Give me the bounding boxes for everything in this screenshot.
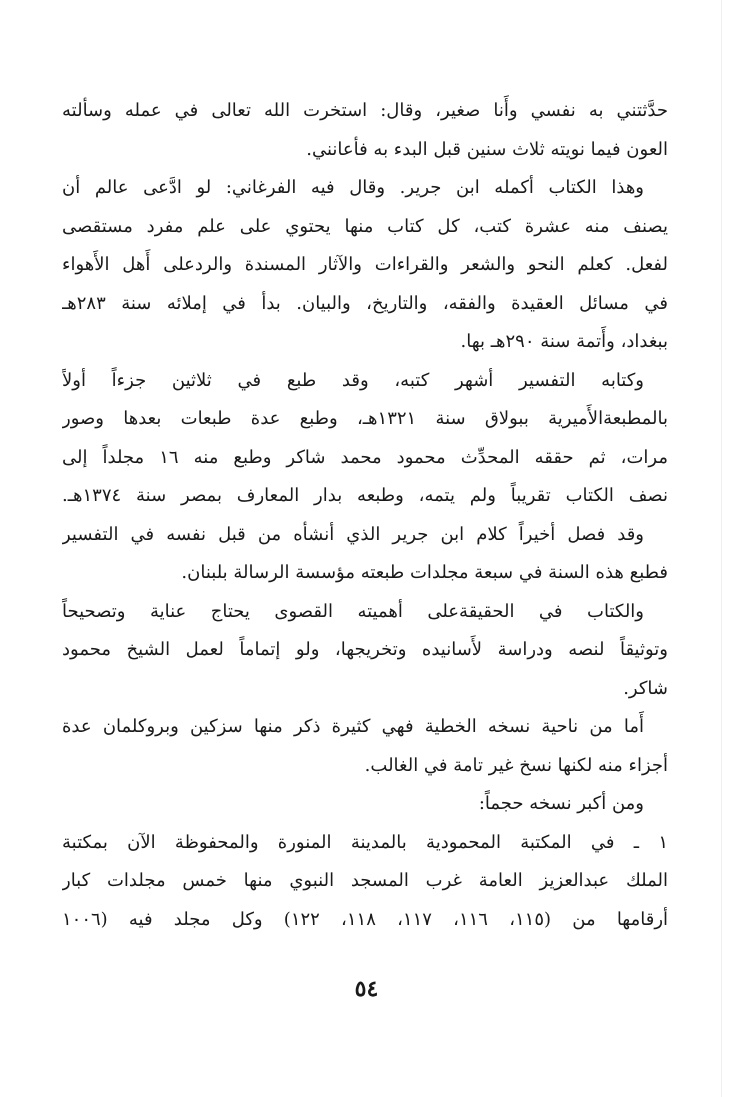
body-text xyxy=(62,92,668,939)
text-line: الملك عبدالعزيز العامة غرب المسجد النبوي منها خمس مجلدات كبار xyxy=(62,870,668,891)
text-line: وقد فصل أخيراً كلام ابن جرير الذي أنشأه من قبل نفسه في التفسير xyxy=(62,523,644,545)
text-line: وهذا الكتاب أكمله ابن جرير. وقال فيه الفرغاني: لو ادَّعى عالم أن xyxy=(62,177,644,198)
text-line: العون فيما نويته ثلاث سنين قبل البدء به فأعانني. xyxy=(306,138,668,160)
text-line: أجزاء منه لكنها نسخ غير تامة في الغالب. xyxy=(364,754,668,776)
text-line: يصنف منه عشرة كتب، كل كتاب منها يحتوي على علم مفرد مستقصى xyxy=(62,215,668,237)
text-line: ببغداد، وأَتمة سنة ٢٩٠هـ بها. xyxy=(460,331,668,352)
text-line: فطبع هذه السنة في سبعة مجلدات طبعته مؤسسة الرسالة بلبنان. xyxy=(181,562,668,583)
text-line: والكتاب في الحقيقةعلى أهميته القصوى يحتاج عناية وتصحيحاً xyxy=(62,600,644,622)
text-line: مرات، ثم حققه المحدِّث محمود محمد شاكر وطبع منه ١٦ مجلداً إلى xyxy=(62,446,668,468)
text-line: شاكر. xyxy=(623,677,668,699)
text-line: أرقامها من (١١٥، ١١٦، ١١٧، ١١٨، ١٢٢) وكل مجلد فيه (١٠٠٦ xyxy=(62,908,668,930)
text-line: في مسائل العقيدة والفقه، والتاريخ، والبيان. بدأ في إملائه سنة ٢٨٣هـ xyxy=(62,292,668,314)
text-line: لفعل. كعلم النحو والشعر والقراءات والآثار المسندة والردعلى أَهل الأَهواء xyxy=(62,254,668,275)
text-line: ومن أكبر نسخه حجماً: xyxy=(478,793,644,814)
text-line: ١ ـ في المكتبة المحمودية بالمدينة المنورة والمحفوظة الآن بمكتبة xyxy=(62,831,668,853)
text-line: أَما من ناحية نسخه الخطية فهي كثيرة ذكر منها سزكين وبروكلمان عدة xyxy=(62,716,644,737)
page-edge-shadow xyxy=(721,0,722,1097)
page-number: ٥٤ xyxy=(354,976,379,1002)
text-line: نصف الكتاب تقريباً ولم يتمه، وطبعه بدار المعارف بمصر سنة ١٣٧٤هـ. xyxy=(62,485,668,506)
text-line: وكتابه التفسير أشهر كتبه، وقد طبع في ثلاثين جزءاً أولاً xyxy=(62,369,644,391)
text-line: وتوثيقاً لنصه ودراسة لأَسانيده وتخريجها، ولو إتماماً لعمل الشيخ محمود xyxy=(62,639,668,660)
text-line: بالمطبعةالأَميرية ببولاق سنة ١٣٢١هـ، وطبع عدة طبعات بعدها وصور xyxy=(62,408,668,429)
text-line: حدَّثتني به نفسي وأَنا صغير، وقال: استخرت الله تعالى في عمله وسألته xyxy=(62,100,668,121)
